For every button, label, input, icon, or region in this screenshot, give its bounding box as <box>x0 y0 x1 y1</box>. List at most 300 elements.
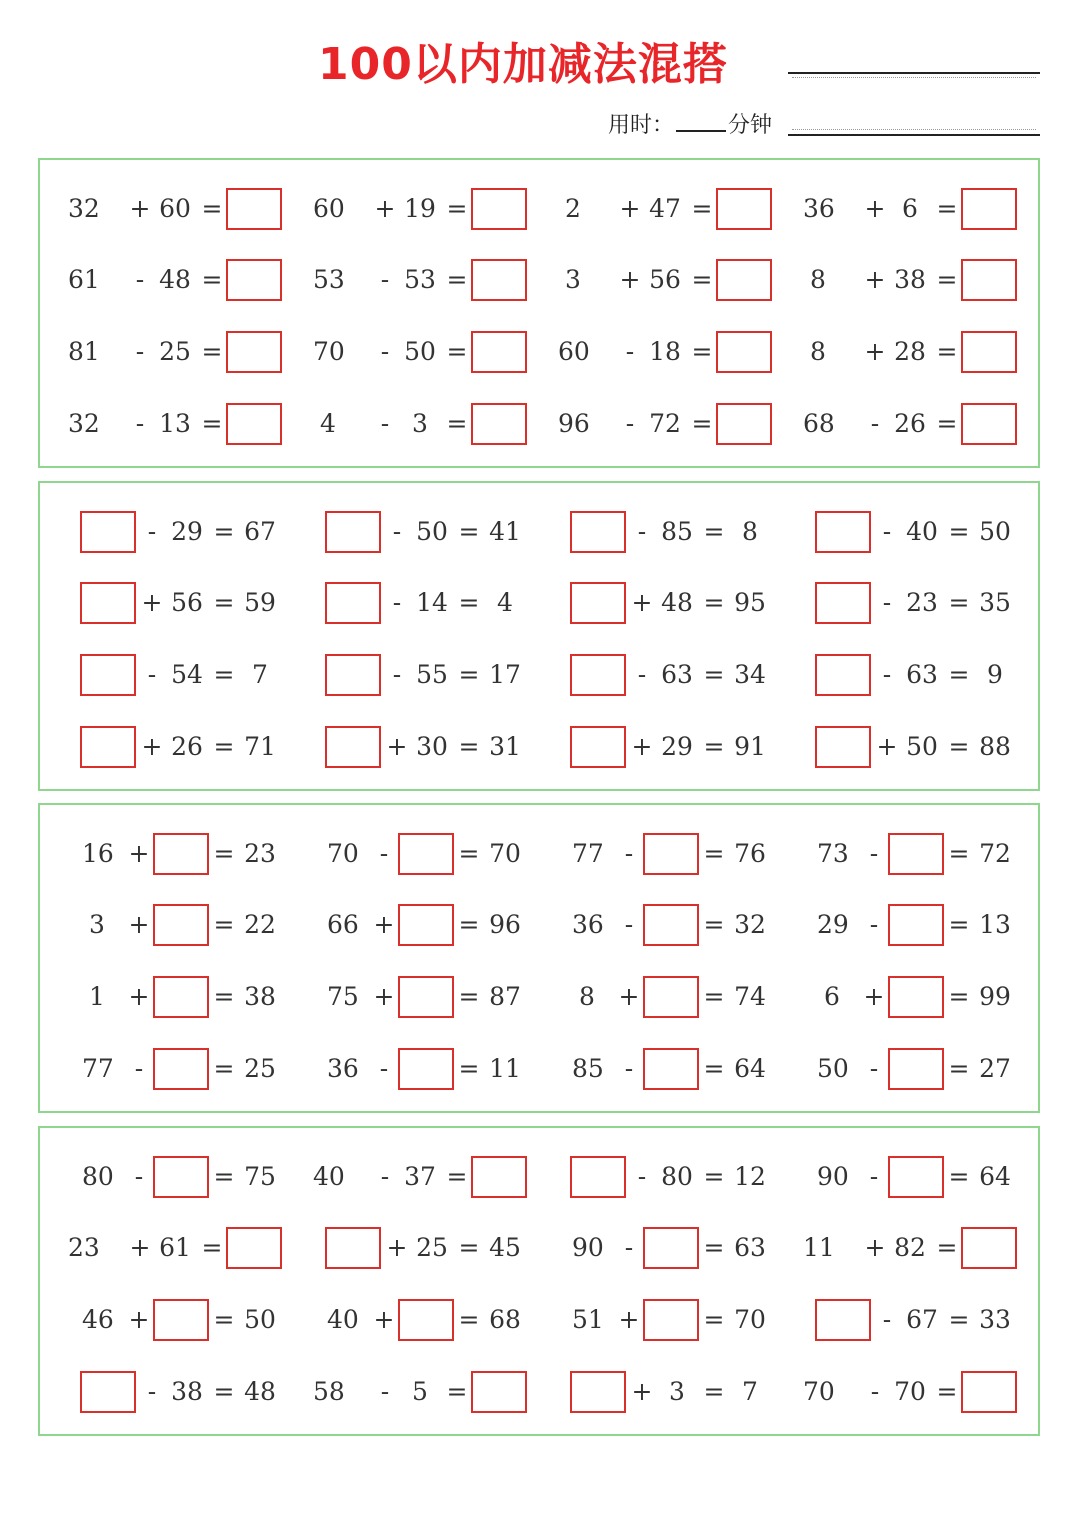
answer-box[interactable] <box>325 511 381 553</box>
result-value: 33 <box>979 1305 1011 1334</box>
problem-row <box>40 1226 1038 1270</box>
equation <box>795 1370 1015 1414</box>
operand: 63 <box>906 660 938 689</box>
result-value: 91 <box>734 732 766 761</box>
time-dotted-guide <box>792 129 1036 130</box>
answer-box[interactable] <box>226 1227 282 1269</box>
answer-box[interactable] <box>153 833 209 875</box>
operand: 16 <box>82 839 114 868</box>
equals-sign: = <box>936 194 958 223</box>
answer-box[interactable] <box>815 1299 871 1341</box>
operand: 54 <box>171 660 203 689</box>
minus-sign: - <box>147 660 157 689</box>
equation <box>795 725 1015 769</box>
problem-row <box>40 1298 1038 1342</box>
equation <box>550 653 770 697</box>
equation <box>60 903 280 947</box>
equation <box>550 510 770 554</box>
problem-row <box>40 975 1038 1019</box>
result-value: 70 <box>734 1305 766 1334</box>
minus-sign: - <box>869 910 879 939</box>
equation <box>795 1155 1015 1199</box>
answer-box[interactable] <box>325 726 381 768</box>
operand: 50 <box>416 517 448 546</box>
plus-sign: + <box>129 1233 151 1262</box>
operand: 40 <box>327 1305 359 1334</box>
answer-box[interactable] <box>570 654 626 696</box>
result-value: 12 <box>734 1162 766 1191</box>
problem-row <box>40 187 1038 231</box>
operand: 3 <box>89 910 105 939</box>
answer-box[interactable] <box>325 582 381 624</box>
equals-sign: = <box>948 1054 970 1083</box>
answer-box[interactable] <box>716 331 772 373</box>
operand: 48 <box>159 265 191 294</box>
answer-box[interactable] <box>961 1227 1017 1269</box>
operand: 6 <box>824 982 840 1011</box>
equation <box>795 1047 1015 1091</box>
minus-sign: - <box>624 1233 634 1262</box>
equals-sign: = <box>948 588 970 617</box>
equals-sign: = <box>948 517 970 546</box>
equals-sign: = <box>936 337 958 366</box>
time-minutes-blank[interactable] <box>676 110 726 132</box>
answer-box[interactable] <box>80 511 136 553</box>
equals-sign: = <box>948 1305 970 1334</box>
result-value: 68 <box>489 1305 521 1334</box>
plus-sign: + <box>128 982 150 1011</box>
answer-box[interactable] <box>570 1156 626 1198</box>
equals-sign: = <box>936 1233 958 1262</box>
name-dotted-guide <box>792 77 1036 78</box>
answer-box[interactable] <box>153 1156 209 1198</box>
equals-sign: = <box>446 1162 468 1191</box>
equation <box>305 832 525 876</box>
equation <box>305 330 525 374</box>
minus-sign: - <box>380 409 390 438</box>
equals-sign: = <box>201 194 223 223</box>
operand: 61 <box>68 265 100 294</box>
answer-box[interactable] <box>643 1227 699 1269</box>
operand: 67 <box>906 1305 938 1334</box>
minus-sign: - <box>147 517 157 546</box>
minus-sign: - <box>135 337 145 366</box>
operand: 3 <box>412 409 428 438</box>
equation <box>60 402 280 446</box>
minus-sign: - <box>869 1162 879 1191</box>
equation <box>550 1047 770 1091</box>
minus-sign: - <box>135 409 145 438</box>
answer-box[interactable] <box>80 1371 136 1413</box>
answer-box[interactable] <box>961 331 1017 373</box>
equals-sign: = <box>458 517 480 546</box>
answer-box[interactable] <box>888 1048 944 1090</box>
answer-box[interactable] <box>80 654 136 696</box>
answer-box[interactable] <box>815 582 871 624</box>
problem-row <box>40 903 1038 947</box>
equals-sign: = <box>446 337 468 366</box>
equation <box>305 402 525 446</box>
plus-sign: + <box>141 588 163 617</box>
answer-box[interactable] <box>570 1371 626 1413</box>
answer-box[interactable] <box>471 188 527 230</box>
equation <box>60 653 280 697</box>
equation <box>550 581 770 625</box>
answer-box[interactable] <box>888 833 944 875</box>
equals-sign: = <box>201 265 223 294</box>
minus-sign: - <box>392 588 402 617</box>
plus-sign: + <box>128 910 150 939</box>
plus-sign: + <box>373 1305 395 1334</box>
answer-box[interactable] <box>643 976 699 1018</box>
equation <box>305 725 525 769</box>
problem-row <box>40 1370 1038 1414</box>
operand: 50 <box>817 1054 849 1083</box>
operand: 6 <box>902 194 918 223</box>
equation <box>60 258 280 302</box>
answer-box[interactable] <box>398 904 454 946</box>
result-value: 96 <box>489 910 521 939</box>
equals-sign: = <box>936 409 958 438</box>
operand: 77 <box>82 1054 114 1083</box>
time-answer-line[interactable] <box>788 134 1040 136</box>
plus-sign: + <box>373 982 395 1011</box>
answer-box[interactable] <box>716 259 772 301</box>
equation <box>795 903 1015 947</box>
operand: 40 <box>906 517 938 546</box>
result-value: 7 <box>252 660 268 689</box>
operand: 80 <box>82 1162 114 1191</box>
equals-sign: = <box>936 265 958 294</box>
problem-row <box>40 832 1038 876</box>
result-value: 88 <box>979 732 1011 761</box>
operand: 58 <box>313 1377 345 1406</box>
equals-sign: = <box>201 1233 223 1262</box>
operand: 32 <box>68 194 100 223</box>
equals-sign: = <box>201 337 223 366</box>
plus-sign: + <box>386 1233 408 1262</box>
minus-sign: - <box>380 337 390 366</box>
minus-sign: - <box>625 409 635 438</box>
answer-box[interactable] <box>961 1371 1017 1413</box>
equation <box>550 1370 770 1414</box>
time-row <box>608 108 772 136</box>
equals-sign: = <box>458 660 480 689</box>
equation <box>305 258 525 302</box>
operand: 47 <box>649 194 681 223</box>
operand: 56 <box>649 265 681 294</box>
minus-sign: - <box>869 839 879 868</box>
equals-sign: = <box>703 1377 725 1406</box>
equation <box>305 581 525 625</box>
operand: 28 <box>894 337 926 366</box>
operand: 32 <box>68 409 100 438</box>
plus-sign: + <box>876 732 898 761</box>
result-value: 32 <box>734 910 766 939</box>
operand: 18 <box>649 337 681 366</box>
plus-sign: + <box>864 265 886 294</box>
problem-row <box>40 1155 1038 1199</box>
operand: 90 <box>817 1162 849 1191</box>
equals-sign: = <box>446 194 468 223</box>
equation <box>60 581 280 625</box>
answer-box[interactable] <box>888 1156 944 1198</box>
answer-box[interactable] <box>471 259 527 301</box>
equals-sign: = <box>458 1233 480 1262</box>
operand: 13 <box>159 409 191 438</box>
minus-sign: - <box>637 660 647 689</box>
operand: 66 <box>327 910 359 939</box>
answer-box[interactable] <box>226 403 282 445</box>
equation <box>550 1155 770 1199</box>
result-value: 8 <box>742 517 758 546</box>
operand: 3 <box>669 1377 685 1406</box>
operand: 26 <box>894 409 926 438</box>
answer-box[interactable] <box>80 582 136 624</box>
answer-box[interactable] <box>716 403 772 445</box>
equation <box>550 330 770 374</box>
minus-sign: - <box>134 1162 144 1191</box>
answer-box[interactable] <box>153 904 209 946</box>
answer-box[interactable] <box>226 259 282 301</box>
section-2 <box>38 481 1040 791</box>
operand: 8 <box>810 337 826 366</box>
answer-box[interactable] <box>815 654 871 696</box>
equals-sign: = <box>213 517 235 546</box>
result-value: 45 <box>489 1233 521 1262</box>
operand: 63 <box>661 660 693 689</box>
operand: 19 <box>404 194 436 223</box>
result-value: 76 <box>734 839 766 868</box>
equation <box>795 510 1015 554</box>
result-value: 34 <box>734 660 766 689</box>
equals-sign: = <box>948 839 970 868</box>
operand: 48 <box>661 588 693 617</box>
minus-sign: - <box>380 1162 390 1191</box>
operand: 82 <box>894 1233 926 1262</box>
answer-box[interactable] <box>80 726 136 768</box>
minus-sign: - <box>134 1054 144 1083</box>
operand: 38 <box>894 265 926 294</box>
answer-box[interactable] <box>815 511 871 553</box>
answer-box[interactable] <box>226 331 282 373</box>
operand: 36 <box>327 1054 359 1083</box>
answer-box[interactable] <box>471 1156 527 1198</box>
operand: 1 <box>89 982 105 1011</box>
equation <box>795 832 1015 876</box>
answer-box[interactable] <box>471 403 527 445</box>
plus-sign: + <box>619 265 641 294</box>
operand: 77 <box>572 839 604 868</box>
result-value: 25 <box>244 1054 276 1083</box>
answer-box[interactable] <box>570 511 626 553</box>
result-value: 50 <box>979 517 1011 546</box>
equation <box>60 1370 280 1414</box>
minus-sign: - <box>882 1305 892 1334</box>
operand: 25 <box>159 337 191 366</box>
plus-sign: + <box>631 732 653 761</box>
name-answer-line[interactable] <box>788 72 1040 74</box>
plus-sign: + <box>373 910 395 939</box>
operand: 70 <box>894 1377 926 1406</box>
equals-sign: = <box>691 409 713 438</box>
problem-row <box>40 330 1038 374</box>
operand: 11 <box>803 1233 835 1262</box>
equals-sign: = <box>213 1377 235 1406</box>
equals-sign: = <box>703 982 725 1011</box>
equation <box>550 402 770 446</box>
operand: 23 <box>906 588 938 617</box>
operand: 30 <box>416 732 448 761</box>
operand: 60 <box>313 194 345 223</box>
answer-box[interactable] <box>153 1048 209 1090</box>
problem-row <box>40 510 1038 554</box>
answer-box[interactable] <box>643 1048 699 1090</box>
problem-row <box>40 653 1038 697</box>
answer-box[interactable] <box>471 331 527 373</box>
page-title: 100以内加减法混搭 <box>318 39 728 90</box>
answer-box[interactable] <box>643 904 699 946</box>
answer-box[interactable] <box>153 976 209 1018</box>
equation <box>550 725 770 769</box>
answer-box[interactable] <box>226 188 282 230</box>
plus-sign: + <box>618 1305 640 1334</box>
answer-box[interactable] <box>398 976 454 1018</box>
minus-sign: - <box>392 660 402 689</box>
plus-sign: + <box>618 982 640 1011</box>
equation <box>60 1047 280 1091</box>
answer-box[interactable] <box>325 654 381 696</box>
plus-sign: + <box>374 194 396 223</box>
equation <box>60 187 280 231</box>
equation <box>305 1155 525 1199</box>
minus-sign: - <box>870 1377 880 1406</box>
result-value: 4 <box>497 588 513 617</box>
plus-sign: + <box>631 588 653 617</box>
equals-sign: = <box>458 982 480 1011</box>
answer-box[interactable] <box>961 188 1017 230</box>
operand: 23 <box>68 1233 100 1262</box>
result-value: 22 <box>244 910 276 939</box>
plus-sign: + <box>128 839 150 868</box>
result-value: 64 <box>979 1162 1011 1191</box>
equation <box>60 510 280 554</box>
operand: 8 <box>810 265 826 294</box>
minus-sign: - <box>625 337 635 366</box>
problem-row <box>40 725 1038 769</box>
answer-box[interactable] <box>888 976 944 1018</box>
answer-box[interactable] <box>888 904 944 946</box>
equation <box>550 903 770 947</box>
result-value: 59 <box>244 588 276 617</box>
equals-sign: = <box>948 732 970 761</box>
equals-sign: = <box>458 910 480 939</box>
answer-box[interactable] <box>325 1227 381 1269</box>
equation <box>550 1298 770 1342</box>
equals-sign: = <box>446 265 468 294</box>
result-value: 38 <box>244 982 276 1011</box>
equals-sign: = <box>703 1054 725 1083</box>
operand: 8 <box>579 982 595 1011</box>
equals-sign: = <box>213 588 235 617</box>
answer-box[interactable] <box>961 403 1017 445</box>
result-value: 27 <box>979 1054 1011 1083</box>
equation <box>795 330 1015 374</box>
equation <box>305 510 525 554</box>
equals-sign: = <box>458 732 480 761</box>
operand: 46 <box>82 1305 114 1334</box>
answer-box[interactable] <box>716 188 772 230</box>
minus-sign: - <box>869 1054 879 1083</box>
result-value: 71 <box>244 732 276 761</box>
operand: 29 <box>171 517 203 546</box>
result-value: 48 <box>244 1377 276 1406</box>
minus-sign: - <box>624 1054 634 1083</box>
equation <box>795 402 1015 446</box>
operand: 3 <box>565 265 581 294</box>
answer-box[interactable] <box>398 1299 454 1341</box>
result-value: 31 <box>489 732 521 761</box>
operand: 2 <box>565 194 581 223</box>
equation <box>795 1298 1015 1342</box>
result-value: 17 <box>489 660 521 689</box>
equals-sign: = <box>213 910 235 939</box>
time-unit: 分钟 <box>728 113 773 138</box>
result-value: 67 <box>244 517 276 546</box>
operand: 68 <box>803 409 835 438</box>
answer-box[interactable] <box>153 1299 209 1341</box>
operand: 50 <box>404 337 436 366</box>
minus-sign: - <box>882 660 892 689</box>
section-4 <box>38 1126 1040 1436</box>
problem-row <box>40 1047 1038 1091</box>
equation <box>305 1047 525 1091</box>
operand: 4 <box>320 409 336 438</box>
equation <box>305 1226 525 1270</box>
result-value: 41 <box>489 517 521 546</box>
answer-box[interactable] <box>570 726 626 768</box>
answer-box[interactable] <box>471 1371 527 1413</box>
problem-row <box>40 402 1038 446</box>
answer-box[interactable] <box>570 582 626 624</box>
result-value: 11 <box>489 1054 521 1083</box>
minus-sign: - <box>624 910 634 939</box>
answer-box[interactable] <box>398 1048 454 1090</box>
equation <box>60 1226 280 1270</box>
result-value: 23 <box>244 839 276 868</box>
equation <box>795 653 1015 697</box>
operand: 70 <box>327 839 359 868</box>
operand: 56 <box>171 588 203 617</box>
equals-sign: = <box>948 982 970 1011</box>
equation <box>60 1155 280 1199</box>
answer-box[interactable] <box>815 726 871 768</box>
answer-box[interactable] <box>643 833 699 875</box>
result-value: 75 <box>244 1162 276 1191</box>
answer-box[interactable] <box>398 833 454 875</box>
minus-sign: - <box>380 1377 390 1406</box>
answer-box[interactable] <box>643 1299 699 1341</box>
operand: 51 <box>572 1305 604 1334</box>
equation <box>60 832 280 876</box>
equals-sign: = <box>213 1162 235 1191</box>
operand: 80 <box>661 1162 693 1191</box>
operand: 96 <box>558 409 590 438</box>
answer-box[interactable] <box>961 259 1017 301</box>
minus-sign: - <box>637 1162 647 1191</box>
minus-sign: - <box>882 517 892 546</box>
equation <box>305 187 525 231</box>
